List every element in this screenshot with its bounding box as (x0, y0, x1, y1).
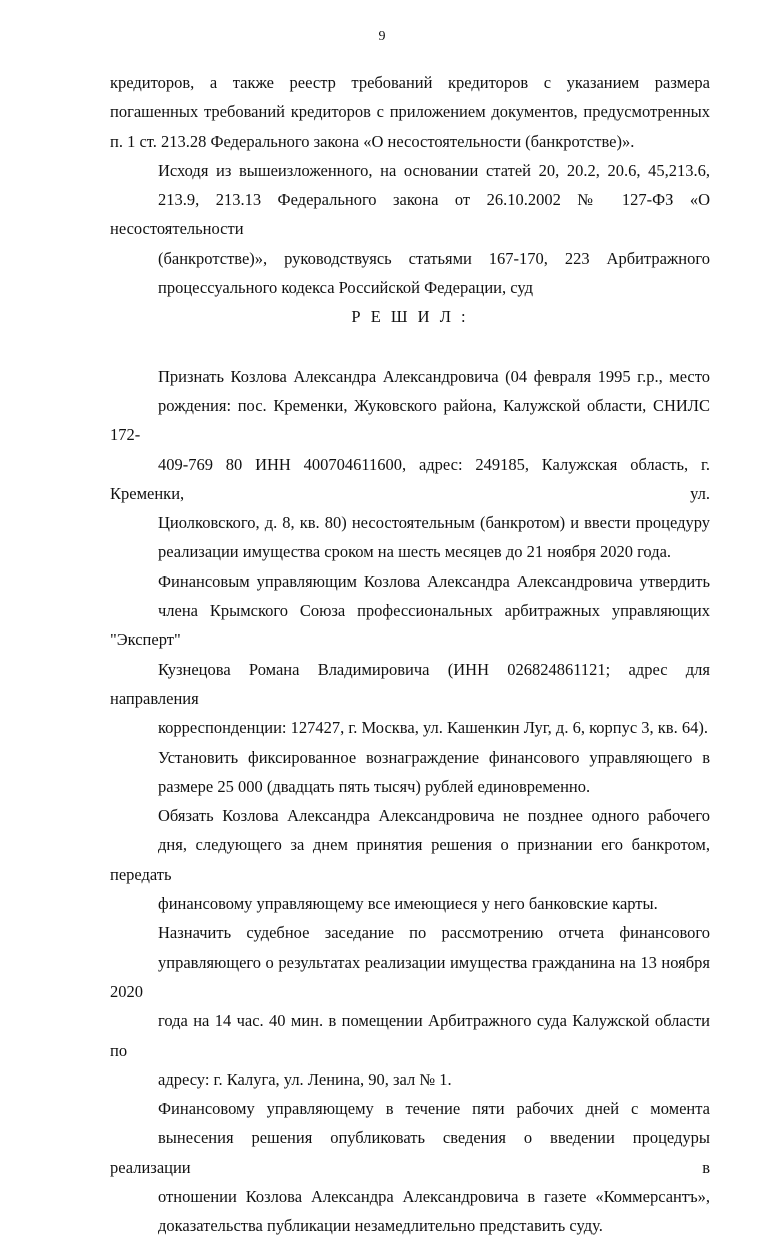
text-line: члена Крымского Союза профессиональных арбитражных управляющих "Эксперт" (110, 601, 710, 650)
text-line: управляющего о результатах реализации имущества гражданина на 13 ноября 2020 (110, 952, 710, 1001)
text-line: процессуального кодекса Российской Федерации, суд (158, 278, 533, 298)
text-line: Назначить судебное заседание по рассмотрению отчета финансового (158, 923, 710, 943)
text-line: дня, следующего за днем принятия решения о признании его банкротом, передать (110, 835, 710, 884)
text-line: рождения: пос. Кременки, Жуковского района, Калужской области, СНИЛС 172- (110, 395, 710, 445)
text-line: финансовому управляющему все имеющиеся у него банковские карты. (158, 894, 658, 914)
text-line: п. 1 ст. 213.28 Федерального закона «О несостоятельности (банкротстве)». (110, 131, 635, 151)
text-line: Установить фиксированное вознаграждение финансового управляющего в (158, 747, 710, 767)
paragraph-court-hearing (110, 918, 710, 1094)
decision-heading: Р Е Ш И Л : (351, 307, 469, 327)
paragraph-legal-basis (110, 156, 710, 302)
text-line: погашенных требований кредиторов с приложением документов, предусмотренных (110, 102, 710, 122)
paragraph-declare-bankrupt (110, 362, 710, 567)
text-line: Кузнецова Романа Владимировича (ИНН 026824861121; адрес для направления (110, 659, 710, 708)
text-line: Обязать Козлова Александра Александровича не позднее одного рабочего (158, 806, 710, 826)
text-line: размере 25 000 (двадцать пять тысяч) рублей единовременно. (158, 776, 591, 796)
text-line: вынесения решения опубликовать сведения о введении процедуры реализации в (110, 1128, 710, 1177)
text-line: года на 14 час. 40 мин. в помещении Арбитражного суда Калужской области по (110, 1011, 710, 1060)
paragraph-appoint-manager (110, 567, 710, 743)
text-line: 409-769 80 ИНН 400704611600, адрес: 249185, Калужская область, г. Кременки, ул. (110, 454, 710, 503)
text-line: доказательства публикации незамедлительно представить суду. (158, 1216, 603, 1236)
text-line: Циолковского, д. 8, кв. 80) несостоятельным (банкротом) и ввести процедуру (158, 513, 710, 533)
text-line: корреспонденции: 127427, г. Москва, ул. Кашенкин Луг, д. 6, корпус 3, кв. 64). (158, 718, 708, 738)
text-line: Исходя из вышеизложенного, на основании статей 20, 20.2, 20.6, 45,213.6, (158, 160, 710, 180)
text-line: (банкротстве)», руководствуясь статьями 167-170, 223 Арбитражного (158, 248, 710, 268)
paragraph-bank-cards (110, 801, 710, 918)
paragraph-publication (110, 1094, 710, 1240)
text-line: отношении Козлова Александра Александровича в газете «Коммерсантъ», (158, 1186, 710, 1206)
text-line: Признать Козлова Александра Александровича (04 февраля 1995 г.р., место (158, 366, 710, 386)
text-line: адресу: г. Калуга, ул. Ленина, 90, зал № 1. (158, 1069, 452, 1089)
page-number: 9 (378, 29, 386, 44)
text-line: 213.9, 213.13 Федерального закона от 26.10.2002 № 127-ФЗ «О несостоятельности (110, 190, 710, 239)
text-line: реализации имущества сроком на шесть месяцев до 21 ноября 2020 года. (158, 542, 672, 562)
paragraph-remuneration (110, 743, 710, 802)
paragraph-creditors-registry (110, 68, 710, 156)
text-line: Финансовому управляющему в течение пяти рабочих дней с момента (158, 1099, 710, 1119)
text-line: кредиторов, а также реестр требований кредиторов с указанием размера (110, 73, 710, 92)
text-line: Финансовым управляющим Козлова Александра Александровича утвердить (158, 571, 710, 591)
document-body (110, 68, 710, 1241)
